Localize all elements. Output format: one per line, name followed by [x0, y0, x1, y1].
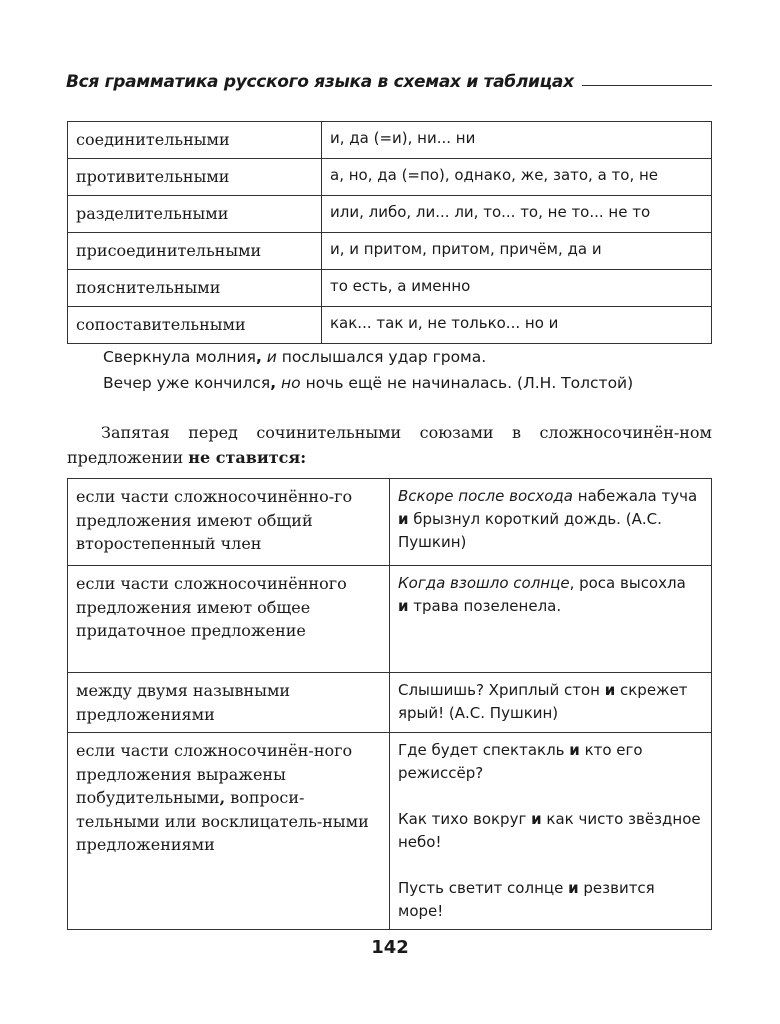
example-cell: Когда взошло солнце, роса высохла и трава позеленела.	[390, 566, 712, 673]
table-row	[68, 673, 712, 733]
example-line: Пусть светит солнце и резвится море!	[398, 879, 655, 920]
conjunction-types-table	[67, 121, 712, 344]
conjunction-type-cell: соединительными	[68, 122, 322, 159]
conjunction-list-cell: то есть, а именно	[322, 270, 712, 307]
condition-cell: если части сложносочинённо-го предложения имеют общий второстепенный член	[68, 479, 390, 566]
conjunction-list-cell: как... так и, не только... но и	[322, 307, 712, 344]
table-row	[68, 733, 712, 930]
condition-cell: между двумя назывными предложениями	[68, 673, 390, 733]
conjunction-highlight: но	[281, 374, 301, 392]
table-row	[68, 233, 712, 270]
table-row	[68, 196, 712, 233]
conjunction-list-cell: и, да (=и), ни... ни	[322, 122, 712, 159]
example-sentences	[103, 344, 633, 396]
example-sentence-2: Вечер уже кончился, но ночь ещё не начиналась. (Л.Н. Толстой)	[103, 374, 634, 392]
header-rule	[582, 85, 712, 86]
table-row	[68, 270, 712, 307]
example-sentence-1: Сверкнула молния, и послышался удар грома.	[103, 348, 487, 366]
example-cell: Вскоре после восхода набежала туча и брызнул короткий дождь. (А.С. Пушкин)	[390, 479, 712, 566]
condition-cell: если части сложносочинённого предложения имеют общее придаточное предложение	[68, 566, 390, 673]
table-row	[68, 122, 712, 159]
table-row	[68, 479, 712, 566]
running-header	[66, 62, 712, 92]
table-row	[68, 566, 712, 673]
conjunction-list-cell: и, и притом, притом, причём, да и	[322, 233, 712, 270]
conjunction-type-cell: сопоставительными	[68, 307, 322, 344]
rule-paragraph: Запятая перед сочинительными союзами в сложносочинён-ном предложении не ставится:	[67, 423, 712, 467]
page-number: 142	[371, 937, 409, 958]
conjunction-type-cell: противительными	[68, 159, 322, 196]
rule-emphasis: не ставится:	[188, 448, 307, 467]
conjunction-type-cell: пояснительными	[68, 270, 322, 307]
example-line: Где будет спектакль и кто его режиссёр?	[398, 741, 643, 782]
example-cell: Слышишь? Хриплый стон и скрежет ярый! (А.С. Пушкин)	[390, 673, 712, 733]
conjunction-list-cell: а, но, да (=по), однако, же, зато, а то, не	[322, 159, 712, 196]
conjunction-list-cell: или, либо, ли... ли, то... то, не то... не то	[322, 196, 712, 233]
conjunction-highlight: и	[266, 348, 277, 366]
conjunction-type-cell: присоединительными	[68, 233, 322, 270]
header-title: Вся грамматика русского языка в схемах и таблицах	[66, 72, 574, 92]
table-row	[68, 159, 712, 196]
example-cell	[390, 733, 712, 930]
example-line: Как тихо вокруг и как чисто звёздное небо!	[398, 810, 701, 851]
condition-cell: если части сложносочинён-ного предложения выражены побудительными, вопроси-тельными или восклицатель-ными предложениями	[68, 733, 390, 930]
conjunction-type-cell: разделительными	[68, 196, 322, 233]
no-comma-rules-table	[67, 478, 712, 930]
table-row	[68, 307, 712, 344]
